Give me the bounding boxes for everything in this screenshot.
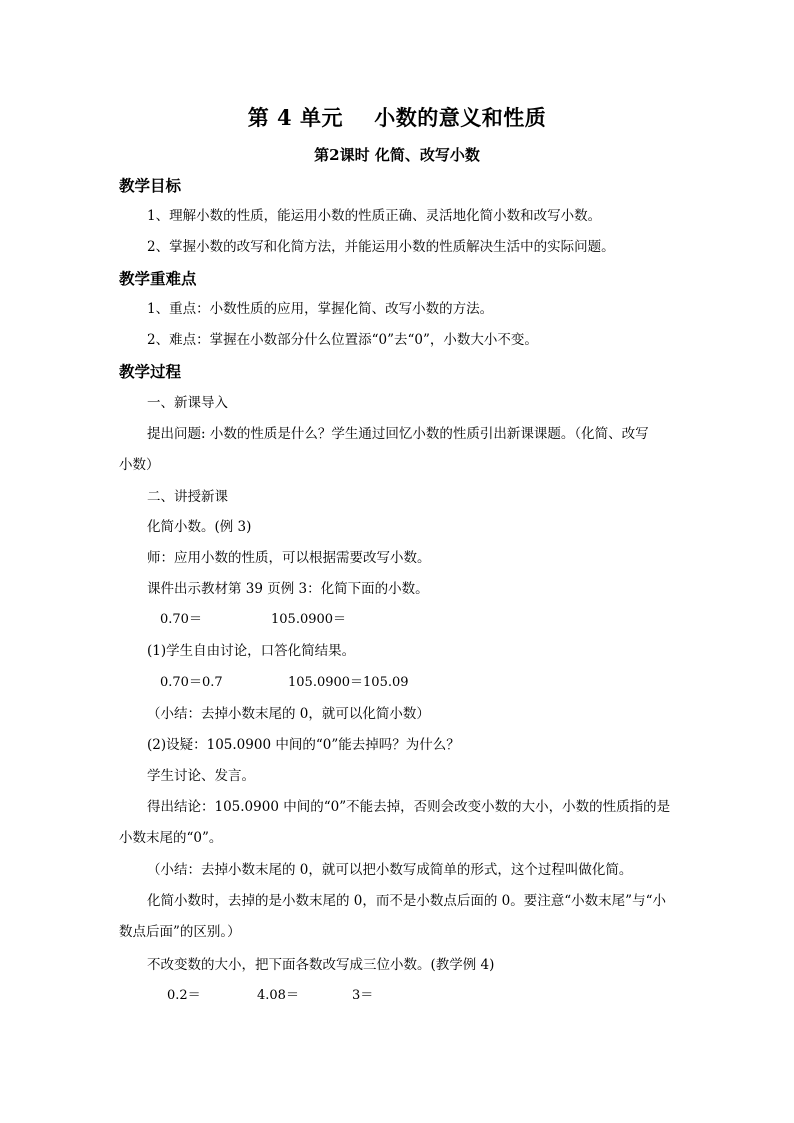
summary-2: （小结：去掉小数末尾的 0，就可以把小数写成简单的形式，这个过程叫做化简。 (147, 862, 633, 878)
intro-line-2: 小数） (119, 457, 160, 473)
student-line: 学生讨论、发言。 (147, 768, 255, 784)
goal-item-1: 1、理解小数的性质，能运用小数的性质正确、灵活地化简小数和改写小数。 (147, 208, 602, 224)
note-line-2: 数点后面”的区别。） (119, 924, 241, 940)
equation-row1-b: 105.0900＝ (271, 612, 347, 627)
note-line-1: 化简小数时，去掉的是小数末尾的 0，而不是小数点后面的 0。要注意“小数末尾”与“小 (147, 893, 666, 909)
equation-row3-b: 4.08＝ (257, 988, 299, 1003)
keypoints-heading: 教学重难点 (119, 269, 197, 288)
question-line: (2)设疑：105.0900 中间的“0”能去掉吗？为什么？ (147, 737, 460, 753)
intro-label: 一、新课导入 (147, 395, 228, 411)
goals-heading: 教学目标 (119, 176, 182, 195)
process-heading: 教学过程 (119, 362, 182, 381)
courseware-line: 课件出示教材第 39 页例 3：化简下面的小数。 (147, 581, 429, 597)
simplify-label: 化简小数。(例 3) (147, 519, 252, 535)
rewrite-line: 不改变数的大小，把下面各数改写成三位小数。(教学例 4) (147, 957, 495, 973)
equation-row2-a: 0.70＝0.7 (160, 675, 223, 690)
equation-row1-a: 0.70＝ (160, 612, 202, 627)
keypoint-item-1: 1、重点：小数性质的应用，掌握化简、改写小数的方法。 (147, 301, 494, 317)
document-title: 第 4 单元 小数的意义和性质 (247, 105, 547, 130)
equation-row3-c: 3＝ (352, 988, 374, 1003)
equation-row2-b: 105.0900＝105.09 (288, 675, 409, 690)
teacher-line: 师：应用小数的性质，可以根据需要改写小数。 (147, 550, 431, 566)
goal-item-2: 2、掌握小数的改写和化简方法，并能运用小数的性质解决生活中的实际问题。 (147, 239, 615, 255)
document-subtitle: 第2课时 化简、改写小数 (314, 146, 480, 164)
summary-1: （小结：去掉小数末尾的 0，就可以化简小数） (147, 706, 430, 722)
new-lesson-label: 二、讲授新课 (147, 489, 228, 505)
equation-row3-a: 0.2＝ (167, 988, 201, 1003)
intro-line-1: 提出问题: 小数的性质是什么？学生通过回忆小数的性质引出新课课题。（化简、改写 (147, 426, 649, 442)
conclusion-line-2: 小数末尾的“0”。 (119, 830, 223, 846)
discuss-line: (1)学生自由讨论，口答化简结果。 (147, 643, 356, 659)
conclusion-line-1: 得出结论：105.0900 中间的“0”不能去掉，否则会改变小数的大小，小数的性质指的是 (147, 799, 671, 815)
keypoint-item-2: 2、难点：掌握在小数部分什么位置添“0”去“0”，小数大小不变。 (147, 332, 538, 348)
